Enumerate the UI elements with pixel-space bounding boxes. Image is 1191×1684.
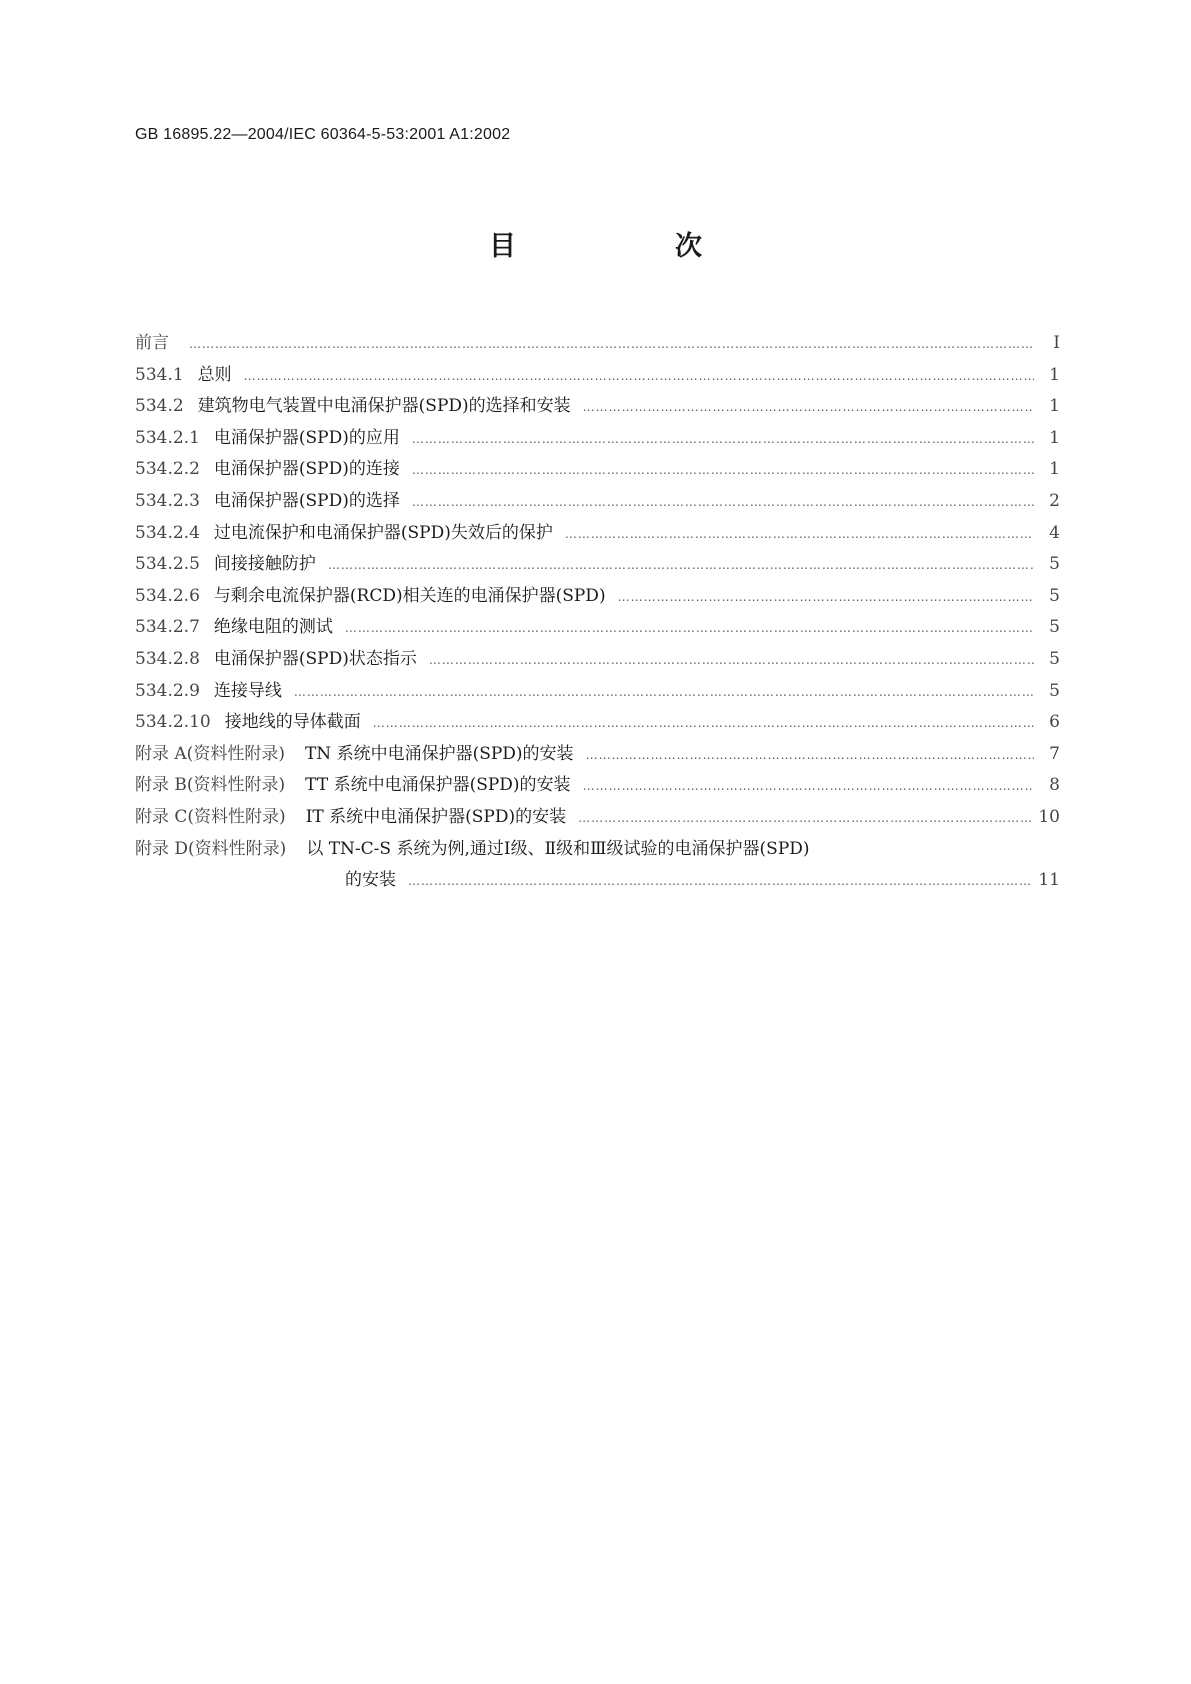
toc-entry-page: 8 — [1049, 775, 1060, 796]
toc-entry-number: 前言 — [135, 333, 169, 353]
toc-entry-534-1[interactable] — [135, 360, 1060, 392]
toc-entry-page: 1 — [1049, 459, 1060, 480]
toc-entry-page: 4 — [1049, 522, 1060, 543]
toc-entry-title: 总则 — [197, 364, 232, 385]
toc-leader-dots — [583, 779, 1034, 793]
toc-entry-number: 534.2.2 — [135, 459, 200, 480]
toc-entry-title: 以 TN-C-S 系统为例,通过Ⅰ级、Ⅱ级和Ⅲ级试验的电涌保护器(SPD) — [306, 838, 810, 859]
toc-entry-number: 534.2.10 — [135, 712, 211, 733]
toc-entry-title: 电涌保护器(SPD)的选择 — [213, 490, 400, 511]
toc-entry-page: 5 — [1049, 585, 1060, 606]
toc-entry-page: 5 — [1049, 680, 1060, 701]
toc-entry-page: 2 — [1049, 490, 1060, 511]
toc-entry-number: 534.2.7 — [135, 617, 200, 638]
toc-entry-number: 534.2.8 — [135, 648, 200, 669]
toc-entry-534-2[interactable] — [135, 391, 1060, 423]
toc-entry-number: 534.2.5 — [135, 554, 200, 575]
toc-leader-dots — [586, 748, 1034, 762]
toc-entry-number: 附录 D(资料性附录) — [135, 838, 287, 859]
toc-entry-number: 附录 C(资料性附录) — [135, 806, 286, 827]
toc-leader-dots — [618, 590, 1034, 604]
toc-entry-534-2-9[interactable] — [135, 676, 1060, 708]
toc-entry-title: 电涌保护器(SPD)的连接 — [213, 459, 400, 480]
toc-entry-title: TN 系统中电涌保护器(SPD)的安装 — [304, 743, 574, 764]
page-title: 目 次 — [489, 231, 768, 262]
toc-leader-dots — [412, 463, 1034, 477]
toc-entry-page: 1 — [1049, 364, 1060, 385]
toc-leader-dots — [373, 716, 1034, 730]
standard-number-header: GB 16895.22—2004/IEC 60364-5-53:2001 A1:2002 — [135, 126, 511, 143]
toc-entry-page: 1 — [1049, 396, 1060, 417]
toc-leader-dots — [408, 874, 1032, 888]
toc-entry-title: 与剩余电流保护器(RCD)相关连的电涌保护器(SPD) — [213, 585, 606, 606]
toc-entry-annex-b[interactable] — [135, 770, 1060, 802]
toc-leader-dots — [583, 400, 1034, 414]
toc-entry-title: 过电流保护和电涌保护器(SPD)失效后的保护 — [213, 522, 553, 543]
toc-leader-dots — [345, 621, 1034, 635]
toc-entry-number: 534.2.1 — [135, 427, 200, 448]
table-of-contents — [135, 328, 1060, 897]
toc-leader-dots — [565, 527, 1034, 541]
toc-entry-534-2-8[interactable] — [135, 644, 1060, 676]
toc-entry-number: 534.2.4 — [135, 522, 200, 543]
toc-entry-page: 6 — [1049, 712, 1060, 733]
toc-entry-534-2-5[interactable] — [135, 549, 1060, 581]
toc-leader-dots — [578, 811, 1032, 825]
toc-entry-title: 间接接触防护 — [213, 554, 316, 575]
toc-leader-dots — [328, 558, 1034, 572]
toc-entry-534-2-10[interactable] — [135, 707, 1060, 739]
toc-leader-dots — [244, 369, 1034, 383]
toc-entry-page: 7 — [1049, 743, 1060, 764]
toc-entry-534-2-6[interactable] — [135, 581, 1060, 613]
toc-entry-title: 接地线的导体截面 — [224, 712, 361, 733]
toc-entry-534-2-1[interactable] — [135, 423, 1060, 455]
toc-entry-number: 附录 A(资料性附录) — [135, 743, 285, 764]
toc-entry-534-2-2[interactable] — [135, 454, 1060, 486]
toc-entry-page: 5 — [1049, 617, 1060, 638]
toc-entry-title: 绝缘电阻的测试 — [213, 617, 333, 638]
toc-entry-page: 5 — [1049, 648, 1060, 669]
toc-entry-page: Ⅰ — [1053, 333, 1060, 353]
toc-entry-annex-c[interactable] — [135, 802, 1060, 834]
toc-entry-number: 534.2.6 — [135, 585, 200, 606]
toc-entry-page: 10 — [1038, 806, 1060, 827]
toc-leader-dots — [189, 337, 1034, 351]
toc-entry-number: 534.2.9 — [135, 680, 200, 701]
toc-entry-title: TT 系统中电涌保护器(SPD)的安装 — [305, 775, 571, 796]
toc-entry-page: 1 — [1049, 427, 1060, 448]
toc-entry-534-2-4[interactable] — [135, 518, 1060, 550]
toc-entry-title: 电涌保护器(SPD)的应用 — [213, 427, 400, 448]
toc-entry-title: IT 系统中电涌保护器(SPD)的安装 — [305, 806, 567, 827]
toc-entry-534-2-7[interactable] — [135, 612, 1060, 644]
toc-entry-page: 11 — [1038, 870, 1060, 891]
toc-entry-page: 5 — [1049, 554, 1060, 575]
toc-entry-number: 附录 B(资料性附录) — [135, 775, 286, 796]
toc-leader-dots — [429, 653, 1034, 667]
toc-entry-534-2-3[interactable] — [135, 486, 1060, 518]
toc-entry-number: 534.2.3 — [135, 490, 200, 511]
toc-leader-dots — [412, 495, 1034, 509]
toc-entry-annex-d-continued[interactable] — [135, 865, 1060, 897]
toc-entry-title: 的安装 — [345, 870, 396, 891]
toc-entry-number: 534.2 — [135, 396, 184, 417]
toc-entry-annex-d[interactable] — [135, 834, 1060, 866]
toc-entry-title: 电涌保护器(SPD)状态指示 — [213, 648, 417, 669]
toc-entry-title: 连接导线 — [213, 680, 282, 701]
toc-entry-foreword[interactable] — [135, 328, 1060, 360]
toc-entry-number: 534.1 — [135, 364, 184, 385]
toc-entry-annex-a[interactable] — [135, 739, 1060, 771]
toc-leader-dots — [294, 685, 1034, 699]
toc-entry-title: 建筑物电气装置中电涌保护器(SPD)的选择和安装 — [197, 396, 571, 417]
toc-leader-dots — [412, 432, 1034, 446]
